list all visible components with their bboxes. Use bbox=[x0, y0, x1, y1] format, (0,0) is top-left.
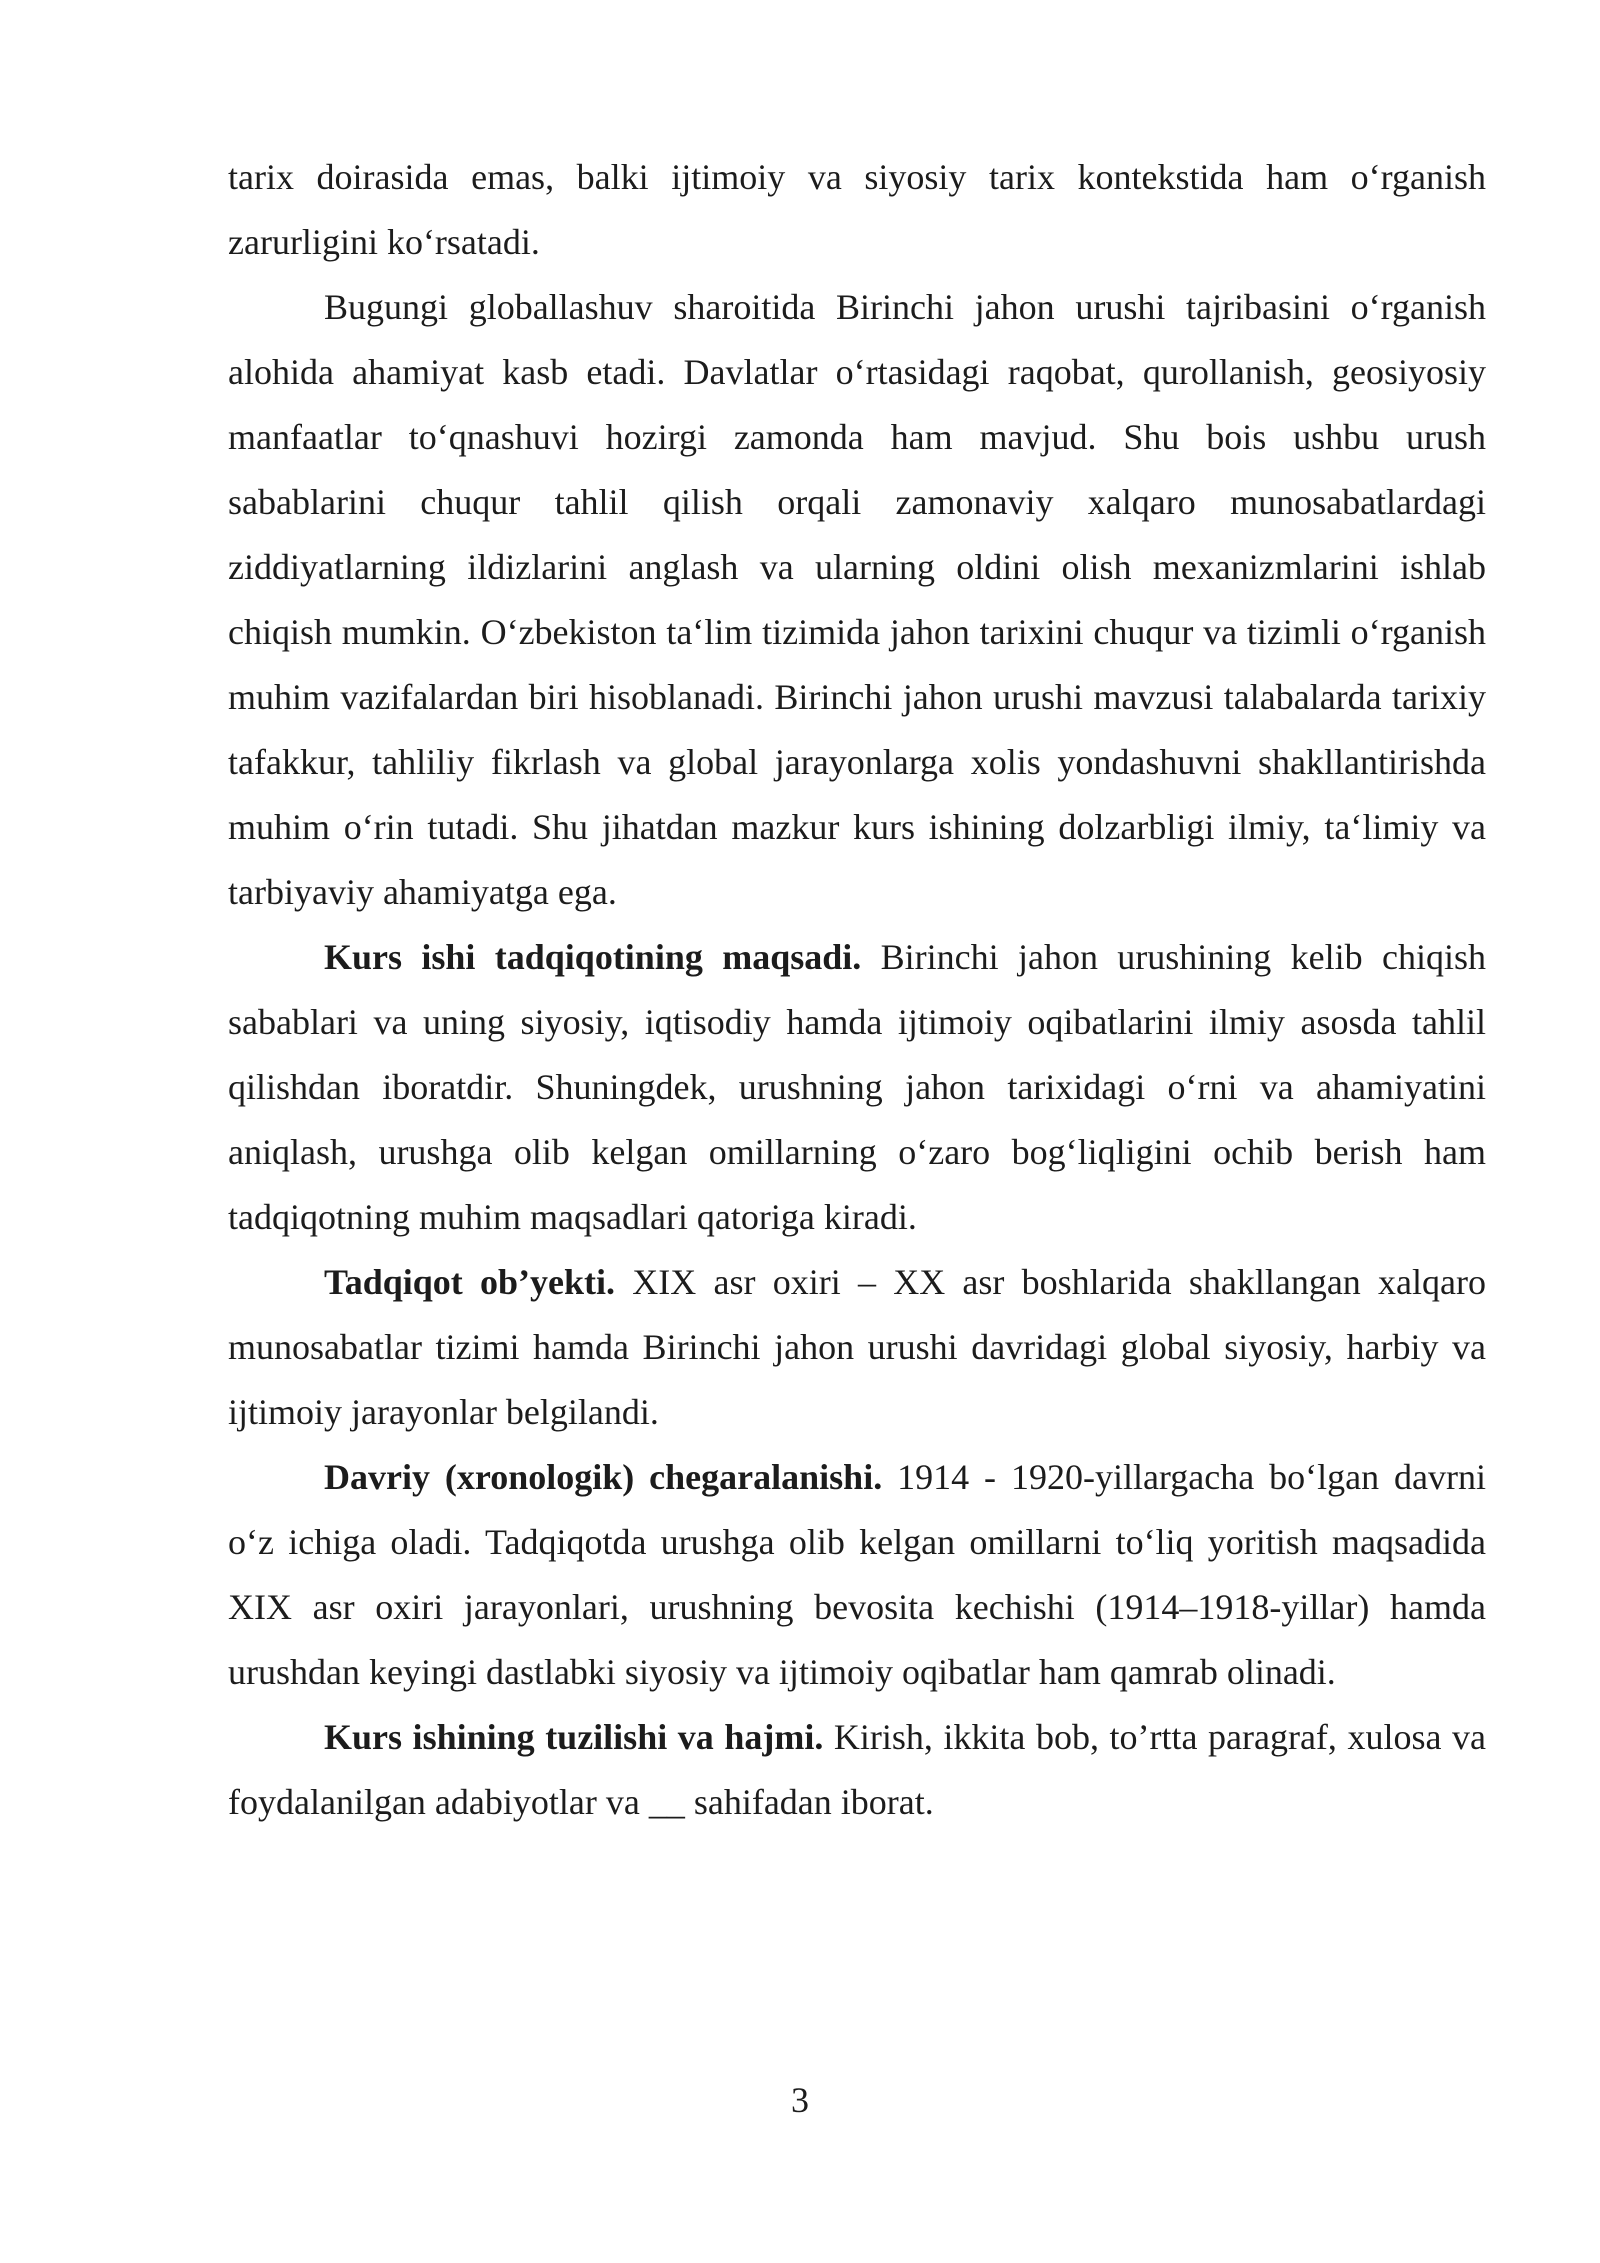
paragraph-relevance: Bugungi globallashuv sharoitida Birinchi jahon urushi tajribasini o‘rganish alohida ahamiyat kasb etadi. Davlatlar o‘rtasidagi raqobat, qurollanish, geosiyosiy manfaatlar to‘qnashuvi hozirgi zamonda ham mavjud. Shu bois ushbu urush sabablarini chuqur tahlil qilish orqali zamonaviy xalqaro munosabatlardagi ziddiyatlarning ildizlarini anglash va ularning oldini olish mexanizmlarini ishlab chiqish mumkin. O‘zbekiston ta‘lim tizimida jahon tarixini chuqur va tizimli o‘rganish muhim vazifalardan biri hisoblanadi. Birinchi jahon urushi mavzusi talabalarda tarixiy tafakkur, tahliliy fikrlash va global jarayonlarga xolis yondashuvni shakllantirishda muhim o‘rin tutadi. Shu jihatdan mazkur kurs ishining dolzarbligi ilmiy, ta‘limiy va tarbiyaviy ahamiyatga ega. bbox=[228, 287, 1486, 912]
paragraph-period bbox=[228, 1445, 1486, 1705]
paragraph-object bbox=[228, 1250, 1486, 1445]
page-number: 3 bbox=[791, 2080, 809, 2120]
structure-heading: Kurs ishining tuzilishi va hajmi. bbox=[324, 1717, 824, 1757]
document-body bbox=[228, 145, 1486, 1835]
object-heading: Tadqiqot ob’yekti. bbox=[324, 1262, 616, 1302]
period-heading: Davriy (xronologik) chegaralanishi. bbox=[324, 1457, 883, 1497]
paragraph-goal bbox=[228, 925, 1486, 1250]
paragraph-structure bbox=[228, 1705, 1486, 1835]
period-text: 1914 - 1920-yillargacha bo‘lgan davrni o‘z ichiga oladi. Tadqiqotda urushga olib kelgan omillarni to‘liq yoritish maqsadida XIX asr oxiri jarayonlari, urushning bevosita kechishi (1914–1918-yillar) hamda urushdan keyingi dastlabki siyosiy va ijtimoiy oqibatlar ham qamrab olinadi. bbox=[228, 1457, 1486, 1692]
paragraph-continuation: tarix doirasida emas, balki ijtimoiy va siyosiy tarix kontekstida ham o‘rganish zarurligini ko‘rsatadi. bbox=[228, 157, 1486, 262]
object-text: XIX asr oxiri – XX asr boshlarida shakllangan xalqaro munosabatlar tizimi hamda Birinchi jahon urushi davridagi global siyosiy, harbiy va ijtimoiy jarayonlar belgilandi. bbox=[228, 1262, 1487, 1432]
structure-text: Kirish, ikkita bob, to’rtta paragraf, xulosa va foydalanilgan adabiyotlar va __ sahifadan iborat. bbox=[228, 1717, 1486, 1822]
goal-heading: Kurs ishi tadqiqotining maqsadi. bbox=[324, 937, 862, 977]
goal-text: Birinchi jahon urushining kelib chiqish sabablari va uning siyosiy, iqtisodiy hamda ijtimoiy oqibatlarini ilmiy asosda tahlil qilishdan iboratdir. Shuningdek, urushning jahon tarixidagi o‘rni va ahamiyatini aniqlash, urushga olib kelgan omillarning o‘zaro bog‘liqligini ochib berish ham tadqiqotning muhim maqsadlari qatoriga kiradi. bbox=[228, 937, 1486, 1237]
